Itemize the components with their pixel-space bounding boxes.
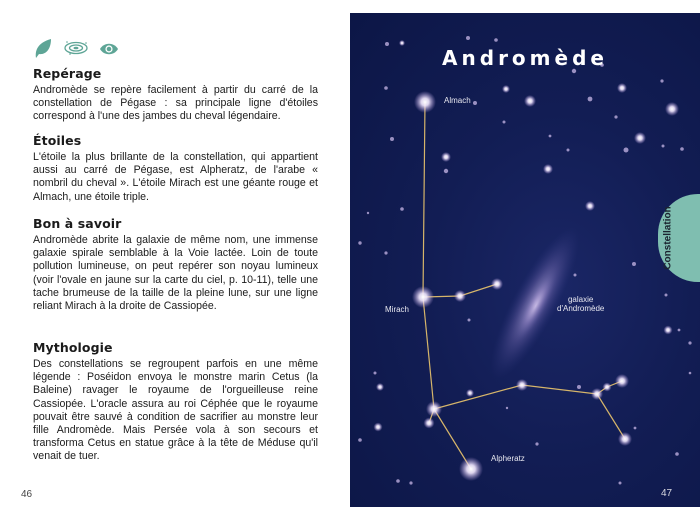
star-label-almach: Almach bbox=[444, 96, 471, 105]
section-reperage bbox=[33, 66, 318, 124]
galaxy-label-line1: galaxie bbox=[567, 295, 594, 304]
section-text: Andromède abrite la galaxie de même nom, une immense galaxie spirale semblable à la Voie lactée. Loin de toute pollution lumineuse, on peut repérer son noyau lumineux (voir l'ovale en jaune sur la carte du ciel, p. 10-11), telle une tache brumeuse de la taille de la pleine lune, sur une ligne reliant Mirach à la droite de Cassiopée. bbox=[33, 234, 318, 313]
galaxy-icon bbox=[63, 40, 89, 60]
section-bon-a-savoir bbox=[33, 216, 318, 313]
section-mythologie bbox=[33, 340, 318, 464]
section-text: L'étoile la plus brillante de la constellation, qui appartient aussi au carré de Pégase, est Alpheratz, de l'arabe « nombril du cheval ». L'étoile Mirach est une géante rouge et Almach, une étoile triple. bbox=[33, 151, 318, 203]
section-text: Andromède se repère facilement à partir du carré de la constellation de Pégase : sa principale ligne d'étoiles correspond à l'une des jambes du cheval légendaire. bbox=[33, 84, 318, 123]
section-heading: Mythologie bbox=[33, 340, 113, 355]
section-heading: Repérage bbox=[33, 66, 102, 81]
section-heading: Bon à savoir bbox=[33, 216, 122, 231]
eye-icon bbox=[99, 41, 119, 60]
star-label-alpheratz: Alpheratz bbox=[491, 454, 525, 463]
star-label-mirach: Mirach bbox=[385, 305, 410, 314]
section-etoiles bbox=[33, 133, 318, 204]
bright-stars bbox=[374, 40, 680, 481]
right-page-sky-map bbox=[350, 13, 700, 507]
page-number-left: 46 bbox=[21, 489, 33, 500]
page-number-right: 47 bbox=[661, 488, 673, 499]
section-heading: Étoiles bbox=[33, 133, 82, 148]
galaxy-label bbox=[557, 295, 604, 313]
galaxy-label-line2: d'Andromède bbox=[557, 304, 605, 313]
section-tab-label: Constellation bbox=[662, 206, 674, 270]
constellation-title: Andromède bbox=[442, 46, 608, 70]
constellation-chart bbox=[350, 13, 700, 507]
category-icons bbox=[33, 37, 119, 63]
leaf-icon bbox=[33, 37, 53, 63]
section-text: Des constellations se regroupent parfois en une même légende : Poséidon envoya le monstre marin Cetus (la Baleine) ravager le royaume de l'orgueilleuse reine Cassiopée. L'oracle assura au roi Céphée que le royaume pouvait être sauvé à condition de sacrifier au monstre leur fille Andromède. Mais Persée vola à son secours et transforma Cetus en statue grâce à la tête de Méduse qu'il venait de tuer. bbox=[33, 358, 318, 463]
